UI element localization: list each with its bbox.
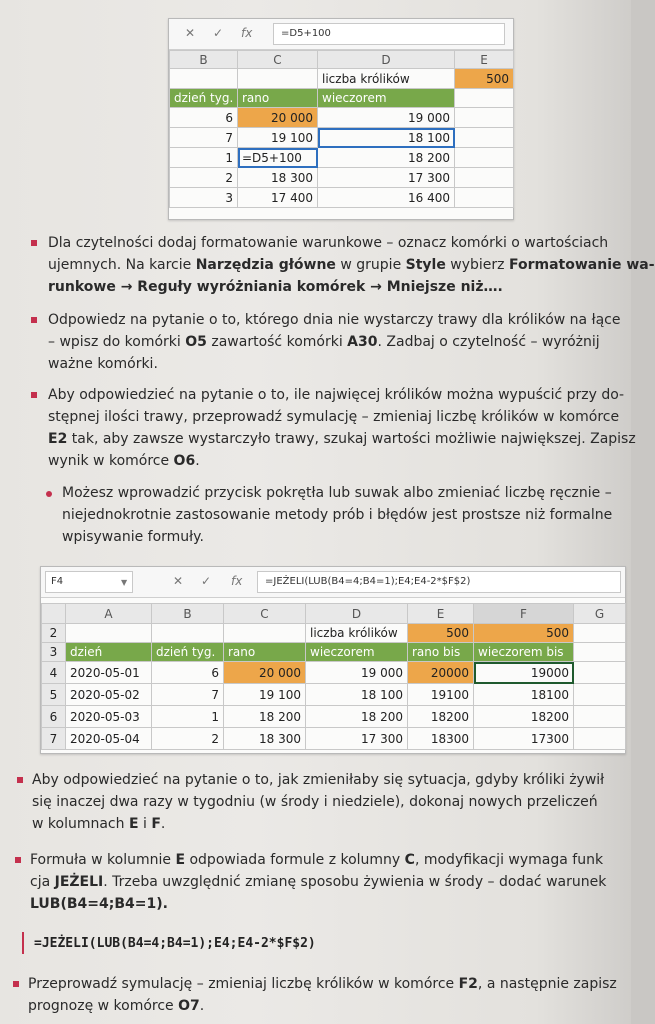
cell[interactable]: 17 300 [306, 728, 408, 750]
column-header[interactable]: C [238, 51, 318, 69]
cell[interactable]: 18 200 [306, 706, 408, 728]
cell[interactable]: 2020-05-02 [66, 684, 152, 706]
paragraph-line: stępnej ilości trawy, przeprowadź symulację – zmieniaj liczbę królików w komórce [48, 409, 620, 425]
cell[interactable]: 6 [170, 108, 238, 128]
formula-bar [41, 567, 625, 598]
cell-selected[interactable]: 18 100 [318, 128, 455, 148]
header-cell[interactable]: dzień [66, 643, 152, 662]
bullet-icon [15, 857, 21, 863]
column-header[interactable]: A [66, 604, 152, 624]
header-cell[interactable]: dzień tyg. [152, 643, 224, 662]
cell[interactable]: 17300 [474, 728, 574, 750]
paragraph-line: LUB(B4=4;B4=1). [30, 896, 168, 912]
header-cell[interactable]: wieczorem [318, 89, 455, 108]
check-icon[interactable]: ✓ [213, 26, 224, 40]
cell[interactable]: 7 [170, 128, 238, 148]
cell[interactable] [455, 148, 514, 168]
cell[interactable]: 3 [170, 188, 238, 208]
paragraph-line: E2 tak, aby zawsze wystarczyło trawy, szukaj wartości możliwie największej. Zapisz [48, 431, 636, 447]
cell[interactable]: 17 300 [318, 168, 455, 188]
cell[interactable]: liczba królików [306, 624, 408, 643]
cell[interactable]: 2020-05-01 [66, 662, 152, 684]
cell[interactable]: 6 [152, 662, 224, 684]
column-header[interactable]: E [455, 51, 514, 69]
cell-selected[interactable]: 19000 [474, 662, 574, 684]
sheet-grid [169, 50, 514, 208]
cell[interactable]: 16 400 [318, 188, 455, 208]
cell[interactable]: 19 000 [306, 662, 408, 684]
cell[interactable] [574, 624, 626, 643]
cell[interactable]: 19 100 [224, 684, 306, 706]
paragraph-line: Aby odpowiedzieć na pytanie o to, jak zmieniłaby się sytuacja, gdyby króliki żywił [32, 772, 605, 788]
row-header[interactable]: 7 [42, 728, 66, 750]
spreadsheet-1 [168, 18, 514, 220]
paragraph-line: Przeprowadź symulację – zmieniaj liczbę królików w komórce F2, a następnie zapisz [28, 976, 617, 992]
header-cell[interactable]: rano bis [408, 643, 474, 662]
cell[interactable]: 19100 [408, 684, 474, 706]
fx-icon[interactable]: fx [231, 574, 243, 588]
formula-text: =D5+100 [281, 28, 331, 39]
paragraph-line: runkowe → Reguły wyróżniania komórek → Mniejsze niż…. [48, 279, 503, 295]
paragraph-line: Możesz wprowadzić przycisk pokrętła lub suwak albo zmieniać liczbę ręcznie – [62, 485, 612, 501]
close-icon[interactable]: ✕ [185, 26, 196, 40]
paragraph-line: Aby odpowiedzieć na pytanie o to, ile najwięcej królików można wypuścić przy do- [48, 387, 625, 403]
cell[interactable]: 18 200 [318, 148, 455, 168]
cell[interactable]: 18200 [474, 706, 574, 728]
cell[interactable] [574, 662, 626, 684]
row-header[interactable]: 3 [42, 643, 66, 662]
paragraph-line: Dla czytelności dodaj formatowanie warunkowe – oznacz komórki o wartościach [48, 235, 609, 251]
paragraph-line: wynik w komórce O6. [48, 453, 200, 469]
formula-text: =JEŻELI(LUB(B4=4;B4=1);E4;E4-2*$F$2) [265, 576, 471, 587]
cell[interactable]: 18100 [474, 684, 574, 706]
row-header[interactable]: 6 [42, 706, 66, 728]
cell[interactable]: liczba królików [318, 69, 455, 89]
cell[interactable]: 20000 [408, 662, 474, 684]
cell[interactable]: 2020-05-04 [66, 728, 152, 750]
chevron-down-icon[interactable]: ▼ [121, 578, 128, 587]
bullet-icon [31, 317, 37, 323]
header-cell[interactable]: rano [224, 643, 306, 662]
paragraph-line: niejednokrotnie zastosowanie metody prób i błędów jest prostsze niż formalne [62, 507, 613, 523]
header-cell[interactable]: dzień tyg. [170, 89, 238, 108]
cell[interactable]: 2020-05-03 [66, 706, 152, 728]
cell[interactable]: 18300 [408, 728, 474, 750]
cell[interactable] [574, 728, 626, 750]
column-header[interactable]: D [318, 51, 455, 69]
cell[interactable] [66, 624, 152, 643]
column-header[interactable]: E [408, 604, 474, 624]
close-icon[interactable]: ✕ [173, 574, 184, 588]
paragraph-line: – wpisz do komórki O5 zawartość komórki A30. Zadbaj o czytelność – wyróżnij [48, 334, 600, 350]
cell[interactable] [152, 624, 224, 643]
column-header[interactable]: G [574, 604, 626, 624]
paragraph-line: Formuła w kolumnie E odpowiada formule z kolumny C, modyfikacji wymaga funk [30, 852, 604, 868]
header-cell[interactable]: wieczorem [306, 643, 408, 662]
cell-rabbit-count[interactable]: 500 [474, 624, 574, 643]
cell[interactable] [455, 188, 514, 208]
cell[interactable] [574, 706, 626, 728]
cell[interactable]: 20 000 [238, 108, 318, 128]
cell[interactable]: 1 [170, 148, 238, 168]
paragraph-line: w kolumnach E i F. [32, 816, 166, 832]
column-header[interactable]: F [474, 604, 574, 624]
cell[interactable] [224, 624, 306, 643]
row-header[interactable]: 5 [42, 684, 66, 706]
cell[interactable] [574, 684, 626, 706]
cell[interactable]: 17 400 [238, 188, 318, 208]
formula-code: =JEŻELI(LUB(B4=4;B4=1);E4;E4-2*$F$2) [34, 936, 316, 951]
cell[interactable] [170, 69, 238, 89]
header-cell[interactable]: wieczorem bis [474, 643, 574, 662]
name-box-text: F4 [51, 576, 64, 587]
cell[interactable] [455, 168, 514, 188]
cell[interactable]: 20 000 [224, 662, 306, 684]
header-cell[interactable]: rano [238, 89, 318, 108]
cell[interactable]: 1 [152, 706, 224, 728]
cell[interactable]: 18200 [408, 706, 474, 728]
paragraph-line: Odpowiedz na pytanie o to, którego dnia nie wystarczy trawy dla królików na łące [48, 312, 621, 328]
cell[interactable] [455, 108, 514, 128]
row-header[interactable]: 2 [42, 624, 66, 643]
cell[interactable]: 19 000 [318, 108, 455, 128]
cell-rabbit-count[interactable]: 500 [455, 69, 514, 89]
cell[interactable] [455, 128, 514, 148]
cell-rabbit-count[interactable]: 500 [408, 624, 474, 643]
bullet-icon [13, 981, 19, 987]
column-header[interactable]: B [152, 604, 224, 624]
fx-icon[interactable]: fx [241, 26, 253, 40]
paragraph-line: się inaczej dwa razy w tygodniu (w środy i niedziele), dokonaj nowych przeliczeń [32, 794, 598, 810]
cell[interactable] [455, 89, 514, 108]
cell[interactable]: 18 200 [224, 706, 306, 728]
check-icon[interactable]: ✓ [201, 574, 212, 588]
cell[interactable]: 2 [152, 728, 224, 750]
row-header[interactable]: 4 [42, 662, 66, 684]
sub-bullet-icon [46, 491, 52, 497]
cell-editing[interactable]: =D5+100 [238, 148, 318, 168]
paragraph-line: ważne komórki. [48, 356, 158, 372]
paragraph-line: ujemnych. Na karcie Narzędzia główne w grupie Style wybierz Formatowanie wa- [48, 257, 655, 273]
formula-bar [169, 19, 513, 50]
cell[interactable]: 18 300 [238, 168, 318, 188]
cell[interactable]: 19 100 [238, 128, 318, 148]
column-header[interactable]: B [170, 51, 238, 69]
paragraph-line: cja JEŻELI. Trzeba uwzględnić zmianę sposobu żywienia w środy – dodać warunek [30, 874, 607, 890]
cell[interactable] [238, 69, 318, 89]
paragraph-line: prognozę w komórce O7. [28, 998, 205, 1014]
bullet-icon [31, 392, 37, 398]
cell[interactable] [574, 643, 626, 662]
bullet-icon [31, 240, 37, 246]
spreadsheet-2 [40, 566, 626, 754]
select-all-corner[interactable] [42, 604, 66, 624]
cell[interactable]: 18 100 [306, 684, 408, 706]
bullet-icon [17, 777, 23, 783]
cell[interactable]: 7 [152, 684, 224, 706]
paragraph-line: wpisywanie formuły. [62, 529, 204, 545]
column-header[interactable]: D [306, 604, 408, 624]
cell[interactable]: 18 300 [224, 728, 306, 750]
cell[interactable]: 2 [170, 168, 238, 188]
code-accent-bar [22, 932, 24, 954]
sheet-grid [41, 603, 626, 750]
column-header[interactable]: C [224, 604, 306, 624]
